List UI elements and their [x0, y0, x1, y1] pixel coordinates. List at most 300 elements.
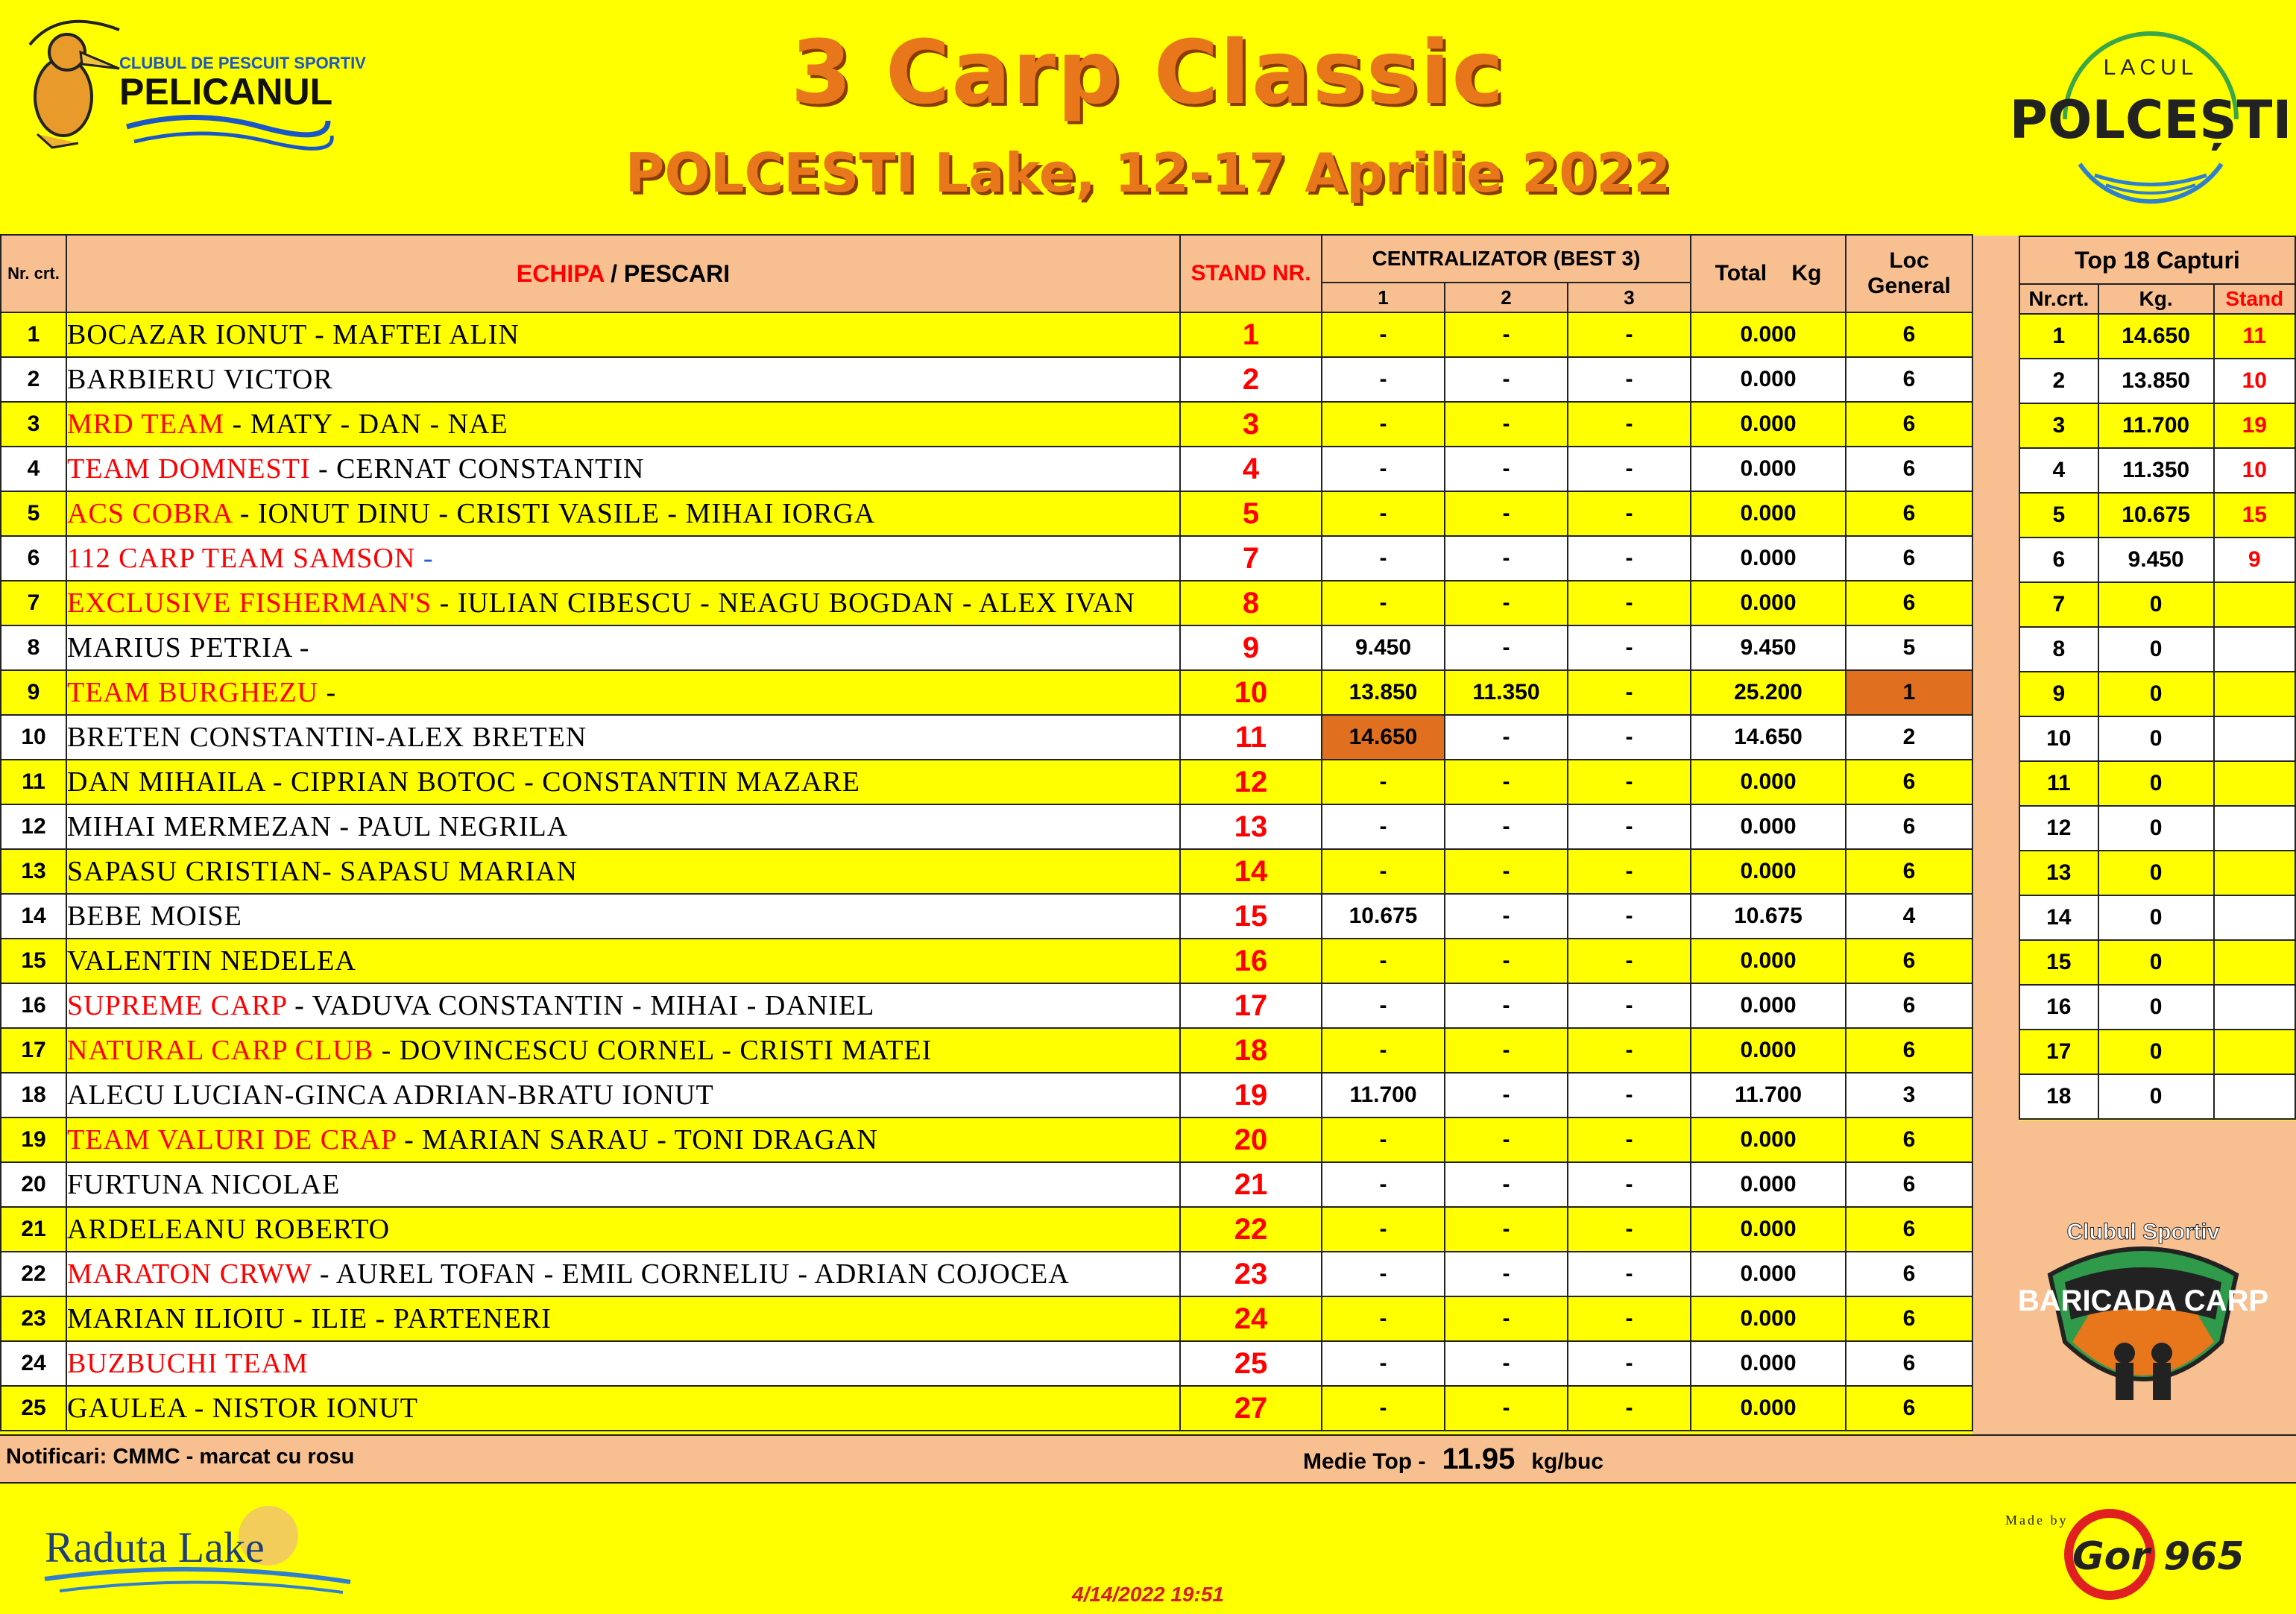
- top-row-kg: 9.450: [2098, 538, 2214, 582]
- row-stand: 20: [1180, 1117, 1322, 1162]
- baricada-carp-logo: [2017, 1193, 2269, 1409]
- row-team: BRETEN CONSTANTIN-ALEX BRETEN: [66, 715, 1180, 760]
- top-row-stand: [2214, 940, 2295, 985]
- row-team: BUZBUCHI TEAM: [66, 1341, 1180, 1386]
- top-title: Top 18 Capturi: [2019, 236, 2295, 284]
- svg-text:LACUL: LACUL: [2103, 55, 2198, 80]
- table-row: [1, 1296, 1972, 1341]
- top-row-nr: 16: [2019, 985, 2098, 1030]
- row-loc: 6: [1846, 849, 1972, 894]
- row-nr: 23: [1, 1296, 66, 1341]
- row-team: 112 CARP TEAM SAMSON -: [66, 536, 1180, 581]
- row-stand: 11: [1180, 715, 1322, 760]
- top-col-kg: Kg.: [2098, 284, 2214, 314]
- top-row-stand: 11: [2214, 314, 2295, 359]
- row-team: MARIAN ILIOIU - ILIE - PARTENERI: [66, 1296, 1180, 1341]
- row-c3: -: [1568, 625, 1691, 670]
- row-c1: -: [1322, 804, 1445, 849]
- col-c3: 3: [1568, 283, 1691, 312]
- row-total: 0.000: [1691, 312, 1846, 357]
- table-row: [1, 581, 1972, 625]
- top-row-kg: 0: [2098, 716, 2214, 761]
- row-nr: 21: [1, 1207, 66, 1252]
- row-stand: 14: [1180, 849, 1322, 894]
- row-loc: 6: [1846, 939, 1972, 983]
- row-nr: 22: [1, 1252, 66, 1296]
- row-stand: 2: [1180, 357, 1322, 402]
- table-row: [1, 1386, 1972, 1431]
- row-c3: -: [1568, 1296, 1691, 1341]
- row-team: VALENTIN NEDELEA: [66, 939, 1180, 983]
- top-row: [2019, 582, 2295, 627]
- row-nr: 1: [1, 312, 66, 357]
- svg-text:Made by: Made by: [2005, 1513, 2069, 1528]
- row-team: FURTUNA NICOLAE: [66, 1162, 1180, 1207]
- row-c1: -: [1322, 491, 1445, 536]
- row-c1: -: [1322, 1207, 1445, 1252]
- top-row-kg: 10.675: [2098, 493, 2214, 538]
- row-nr: 14: [1, 894, 66, 939]
- top-row-nr: 5: [2019, 493, 2098, 538]
- row-nr: 5: [1, 491, 66, 536]
- row-loc: 6: [1846, 1296, 1972, 1341]
- top-row-kg: 11.350: [2098, 448, 2214, 493]
- row-c1: -: [1322, 1386, 1445, 1431]
- top-row: [2019, 627, 2295, 672]
- table-row: [1, 670, 1972, 715]
- row-stand: 19: [1180, 1073, 1322, 1117]
- row-c2: -: [1445, 715, 1568, 760]
- row-c1: -: [1322, 1341, 1445, 1386]
- top-row: [2019, 403, 2295, 448]
- medie-value: 11.95: [1442, 1443, 1516, 1475]
- col-c1: 1: [1322, 283, 1445, 312]
- row-c2: -: [1445, 939, 1568, 983]
- top-row-kg: 0: [2098, 761, 2214, 806]
- row-stand: 10: [1180, 670, 1322, 715]
- row-nr: 6: [1, 536, 66, 581]
- row-c3: -: [1568, 1073, 1691, 1117]
- top-row-nr: 12: [2019, 806, 2098, 851]
- row-stand: 22: [1180, 1207, 1322, 1252]
- table-row: [1, 1162, 1972, 1207]
- row-c1: -: [1322, 312, 1445, 357]
- table-row: [1, 312, 1972, 357]
- table-row: [1, 939, 1972, 983]
- row-c2: -: [1445, 1296, 1568, 1341]
- row-total: 0.000: [1691, 1028, 1846, 1073]
- top-row: [2019, 1030, 2295, 1074]
- top-row-nr: 10: [2019, 716, 2098, 761]
- top-row: [2019, 940, 2295, 985]
- row-team: BEBE MOISE: [66, 894, 1180, 939]
- row-total: 14.650: [1691, 715, 1846, 760]
- row-c1: -: [1322, 1162, 1445, 1207]
- top-row: [2019, 985, 2295, 1030]
- top-row: [2019, 493, 2295, 538]
- row-c3: -: [1568, 491, 1691, 536]
- row-nr: 3: [1, 402, 66, 447]
- top-row-stand: 19: [2214, 403, 2295, 448]
- row-loc: 6: [1846, 804, 1972, 849]
- row-loc: 6: [1846, 983, 1972, 1028]
- row-c2: -: [1445, 447, 1568, 491]
- row-c1: 11.700: [1322, 1073, 1445, 1117]
- row-stand: 3: [1180, 402, 1322, 447]
- side-spacer: [1972, 236, 2019, 1434]
- timestamp: 4/14/2022 19:51: [1072, 1583, 1224, 1606]
- row-c3: -: [1568, 670, 1691, 715]
- row-loc: 6: [1846, 357, 1972, 402]
- table-row: [1, 491, 1972, 536]
- top-row-kg: 11.700: [2098, 403, 2214, 448]
- top-row-stand: [2214, 761, 2295, 806]
- top-row-stand: [2214, 627, 2295, 672]
- top-row-nr: 7: [2019, 582, 2098, 627]
- row-team: MARATON CRWW - AUREL TOFAN - EMIL CORNELIU - ADRIAN COJOCEA: [66, 1252, 1180, 1296]
- row-c2: -: [1445, 983, 1568, 1028]
- top-row-nr: 1: [2019, 314, 2098, 359]
- col-total: Total Kg: [1691, 235, 1846, 312]
- row-c3: -: [1568, 983, 1691, 1028]
- row-nr: 15: [1, 939, 66, 983]
- top-row: [2019, 895, 2295, 940]
- row-c2: -: [1445, 894, 1568, 939]
- row-nr: 9: [1, 670, 66, 715]
- table-row: [1, 625, 1972, 670]
- row-total: 0.000: [1691, 983, 1846, 1028]
- row-c1: 13.850: [1322, 670, 1445, 715]
- row-c1: -: [1322, 760, 1445, 804]
- row-c2: -: [1445, 581, 1568, 625]
- row-total: 0.000: [1691, 447, 1846, 491]
- row-c1: -: [1322, 1296, 1445, 1341]
- table-row: [1, 536, 1972, 581]
- top-row-nr: 14: [2019, 895, 2098, 940]
- top-row-stand: [2214, 985, 2295, 1030]
- top-row-nr: 15: [2019, 940, 2098, 985]
- svg-text:PELICANUL: PELICANUL: [119, 71, 333, 113]
- row-c2: 11.350: [1445, 670, 1568, 715]
- row-loc: 4: [1846, 894, 1972, 939]
- col-c2: 2: [1445, 283, 1568, 312]
- row-total: 25.200: [1691, 670, 1846, 715]
- svg-text:Clubul Sportiv: Clubul Sportiv: [2066, 1220, 2220, 1244]
- row-nr: 11: [1, 760, 66, 804]
- row-total: 0.000: [1691, 1117, 1846, 1162]
- row-stand: 18: [1180, 1028, 1322, 1073]
- row-c3: -: [1568, 760, 1691, 804]
- row-total: 0.000: [1691, 939, 1846, 983]
- top-row-stand: [2214, 582, 2295, 627]
- row-team: GAULEA - NISTOR IONUT: [66, 1386, 1180, 1431]
- row-total: 11.700: [1691, 1073, 1846, 1117]
- col-echipa: ECHIPA / PESCARI: [66, 235, 1180, 312]
- row-total: 0.000: [1691, 402, 1846, 447]
- row-stand: 9: [1180, 625, 1322, 670]
- row-team: ALECU LUCIAN-GINCA ADRIAN-BRATU IONUT: [66, 1073, 1180, 1117]
- top-row-kg: 0: [2098, 985, 2214, 1030]
- row-c2: -: [1445, 1028, 1568, 1073]
- col-stand: STAND NR.: [1180, 235, 1322, 312]
- row-stand: 21: [1180, 1162, 1322, 1207]
- row-c3: -: [1568, 1117, 1691, 1162]
- row-loc: 6: [1846, 1386, 1972, 1431]
- row-loc: 2: [1846, 715, 1972, 760]
- row-nr: 8: [1, 625, 66, 670]
- row-stand: 4: [1180, 447, 1322, 491]
- top-row-stand: 10: [2214, 359, 2295, 403]
- row-c2: -: [1445, 357, 1568, 402]
- row-team: SAPASU CRISTIAN- SAPASU MARIAN: [66, 849, 1180, 894]
- top-row-kg: 0: [2098, 582, 2214, 627]
- row-total: 0.000: [1691, 1252, 1846, 1296]
- row-total: 0.000: [1691, 1296, 1846, 1341]
- row-c1: -: [1322, 402, 1445, 447]
- row-loc: 6: [1846, 1341, 1972, 1386]
- row-nr: 20: [1, 1162, 66, 1207]
- row-loc: 6: [1846, 581, 1972, 625]
- row-c3: -: [1568, 1028, 1691, 1073]
- row-c2: -: [1445, 1207, 1568, 1252]
- top-row-nr: 4: [2019, 448, 2098, 493]
- row-nr: 2: [1, 357, 66, 402]
- row-total: 0.000: [1691, 1386, 1846, 1431]
- row-stand: 17: [1180, 983, 1322, 1028]
- row-stand: 25: [1180, 1341, 1322, 1386]
- row-team: MRD TEAM - MATY - DAN - NAE: [66, 402, 1180, 447]
- row-stand: 13: [1180, 804, 1322, 849]
- row-loc: 6: [1846, 491, 1972, 536]
- row-c3: -: [1568, 536, 1691, 581]
- table-row: [1, 402, 1972, 447]
- row-c2: -: [1445, 1341, 1568, 1386]
- results-table: [0, 234, 1973, 1431]
- top-row-stand: [2214, 672, 2295, 716]
- row-nr: 19: [1, 1117, 66, 1162]
- row-team: TEAM DOMNESTI - CERNAT CONSTANTIN: [66, 447, 1180, 491]
- row-c3: -: [1568, 804, 1691, 849]
- col-nr: Nr. crt.: [1, 235, 66, 312]
- row-nr: 13: [1, 849, 66, 894]
- row-c1: -: [1322, 536, 1445, 581]
- top-row-kg: 14.650: [2098, 314, 2214, 359]
- table-row: [1, 804, 1972, 849]
- svg-text:POLCEȘTI: POLCEȘTI: [2009, 89, 2292, 151]
- top-row-stand: 15: [2214, 493, 2295, 538]
- top-row: [2019, 761, 2295, 806]
- row-loc: 6: [1846, 536, 1972, 581]
- polcesti-logo: [2009, 15, 2292, 216]
- top-row-nr: 9: [2019, 672, 2098, 716]
- row-c2: -: [1445, 804, 1568, 849]
- top-row-kg: 0: [2098, 806, 2214, 851]
- top-row-kg: 13.850: [2098, 359, 2214, 403]
- row-stand: 5: [1180, 491, 1322, 536]
- row-team: MARIUS PETRIA -: [66, 625, 1180, 670]
- top-col-nr: Nr.crt.: [2019, 284, 2098, 314]
- row-loc: 6: [1846, 312, 1972, 357]
- row-team: ACS COBRA - IONUT DINU - CRISTI VASILE - MIHAI IORGA: [66, 491, 1180, 536]
- top-row-stand: [2214, 851, 2295, 895]
- row-c2: -: [1445, 1117, 1568, 1162]
- medie-top: Medie Top - 11.95 kg/buc: [1303, 1443, 1604, 1475]
- header: [0, 0, 2296, 231]
- top-row: [2019, 851, 2295, 895]
- page-subtitle: POLCESTI Lake, 12-17 Aprilie 2022: [625, 142, 1671, 204]
- row-c2: -: [1445, 625, 1568, 670]
- row-c1: -: [1322, 1252, 1445, 1296]
- row-nr: 7: [1, 581, 66, 625]
- row-stand: 15: [1180, 894, 1322, 939]
- top-row: [2019, 672, 2295, 716]
- top-row-nr: 8: [2019, 627, 2098, 672]
- row-loc: 6: [1846, 402, 1972, 447]
- row-loc: 6: [1846, 1207, 1972, 1252]
- svg-text:Raduta Lake: Raduta Lake: [45, 1523, 265, 1572]
- row-loc: 3: [1846, 1073, 1972, 1117]
- row-total: 0.000: [1691, 804, 1846, 849]
- row-c1: -: [1322, 939, 1445, 983]
- table-row: [1, 1341, 1972, 1386]
- row-stand: 8: [1180, 581, 1322, 625]
- row-c1: -: [1322, 1028, 1445, 1073]
- svg-text:BARICADA CARP: BARICADA CARP: [2017, 1284, 2269, 1317]
- row-c2: -: [1445, 1162, 1568, 1207]
- row-loc: 5: [1846, 625, 1972, 670]
- row-stand: 16: [1180, 939, 1322, 983]
- row-loc: 6: [1846, 760, 1972, 804]
- table-row: [1, 1252, 1972, 1296]
- row-total: 0.000: [1691, 491, 1846, 536]
- top-row-stand: [2214, 1030, 2295, 1074]
- top-row-stand: [2214, 806, 2295, 851]
- col-loc: Loc General: [1846, 235, 1972, 312]
- row-loc: 6: [1846, 447, 1972, 491]
- top-col-stand: Stand: [2214, 284, 2295, 314]
- row-loc: 6: [1846, 1252, 1972, 1296]
- row-total: 0.000: [1691, 1341, 1846, 1386]
- top-row-nr: 11: [2019, 761, 2098, 806]
- table-row: [1, 1028, 1972, 1073]
- row-team: SUPREME CARP - VADUVA CONSTANTIN - MIHAI - DANIEL: [66, 983, 1180, 1028]
- table-row: [1, 1073, 1972, 1117]
- row-team: BOCAZAR IONUT - MAFTEI ALIN: [66, 312, 1180, 357]
- row-c3: -: [1568, 894, 1691, 939]
- row-c1: -: [1322, 357, 1445, 402]
- row-c2: -: [1445, 1073, 1568, 1117]
- top-row-stand: 10: [2214, 448, 2295, 493]
- table-row: [1, 1207, 1972, 1252]
- svg-text:CLUBUL DE PESCUIT SPORTIV: CLUBUL DE PESCUIT SPORTIV: [119, 54, 366, 72]
- row-c1: -: [1322, 447, 1445, 491]
- row-c2: -: [1445, 760, 1568, 804]
- row-team: DAN MIHAILA - CIPRIAN BOTOC - CONSTANTIN MAZARE: [66, 760, 1180, 804]
- row-c3: -: [1568, 1252, 1691, 1296]
- row-c1: -: [1322, 849, 1445, 894]
- row-nr: 4: [1, 447, 66, 491]
- top-row-kg: 0: [2098, 1074, 2214, 1119]
- row-stand: 1: [1180, 312, 1322, 357]
- table-row: [1, 760, 1972, 804]
- row-nr: 12: [1, 804, 66, 849]
- row-total: 0.000: [1691, 1207, 1846, 1252]
- table-row: [1, 357, 1972, 402]
- row-stand: 7: [1180, 536, 1322, 581]
- svg-text:Gor 965: Gor 965: [2072, 1534, 2245, 1579]
- row-team: BARBIERU VICTOR: [66, 357, 1180, 402]
- table-row: [1, 447, 1972, 491]
- row-nr: 24: [1, 1341, 66, 1386]
- top-row: [2019, 538, 2295, 582]
- row-c3: -: [1568, 312, 1691, 357]
- row-c1: 10.675: [1322, 894, 1445, 939]
- row-total: 9.450: [1691, 625, 1846, 670]
- row-total: 0.000: [1691, 581, 1846, 625]
- row-c2: -: [1445, 1252, 1568, 1296]
- row-stand: 27: [1180, 1386, 1322, 1431]
- row-stand: 24: [1180, 1296, 1322, 1341]
- row-c2: -: [1445, 1386, 1568, 1431]
- row-c1: 14.650: [1322, 715, 1445, 760]
- top-row-stand: [2214, 1074, 2295, 1119]
- top-row-kg: 0: [2098, 940, 2214, 985]
- row-total: 0.000: [1691, 760, 1846, 804]
- table-row: [1, 1117, 1972, 1162]
- row-team: NATURAL CARP CLUB - DOVINCESCU CORNEL - CRISTI MATEI: [66, 1028, 1180, 1073]
- table-row: [1, 849, 1972, 894]
- row-c3: -: [1568, 447, 1691, 491]
- row-loc: 6: [1846, 1028, 1972, 1073]
- row-loc: 6: [1846, 1162, 1972, 1207]
- row-c1: -: [1322, 1117, 1445, 1162]
- row-total: 10.675: [1691, 894, 1846, 939]
- row-team: MIHAI MERMEZAN - PAUL NEGRILA: [66, 804, 1180, 849]
- page-title: 3 Carp Classic: [790, 21, 1506, 124]
- row-nr: 25: [1, 1386, 66, 1431]
- top-row-kg: 0: [2098, 851, 2214, 895]
- row-nr: 10: [1, 715, 66, 760]
- row-c2: -: [1445, 536, 1568, 581]
- table-row: [1, 894, 1972, 939]
- row-c1: 9.450: [1322, 625, 1445, 670]
- table-row: [1, 715, 1972, 760]
- row-c3: -: [1568, 1386, 1691, 1431]
- row-nr: 18: [1, 1073, 66, 1117]
- row-c3: -: [1568, 939, 1691, 983]
- top-row-stand: 9: [2214, 538, 2295, 582]
- top-row-nr: 3: [2019, 403, 2098, 448]
- top-row-stand: [2214, 895, 2295, 940]
- row-c3: -: [1568, 715, 1691, 760]
- row-c3: -: [1568, 402, 1691, 447]
- notificari: Notificari: CMMC - marcat cu rosu: [6, 1445, 355, 1469]
- row-total: 0.000: [1691, 849, 1846, 894]
- top-row: [2019, 314, 2295, 359]
- row-team: ARDELEANU ROBERTO: [66, 1207, 1180, 1252]
- top-row-nr: 17: [2019, 1030, 2098, 1074]
- top-row: [2019, 716, 2295, 761]
- row-c3: -: [1568, 357, 1691, 402]
- row-c1: -: [1322, 581, 1445, 625]
- row-loc: 1: [1846, 670, 1972, 715]
- top-row-nr: 2: [2019, 359, 2098, 403]
- row-c1: -: [1322, 983, 1445, 1028]
- row-stand: 12: [1180, 760, 1322, 804]
- top-row-kg: 0: [2098, 627, 2214, 672]
- row-c2: -: [1445, 312, 1568, 357]
- row-c3: -: [1568, 849, 1691, 894]
